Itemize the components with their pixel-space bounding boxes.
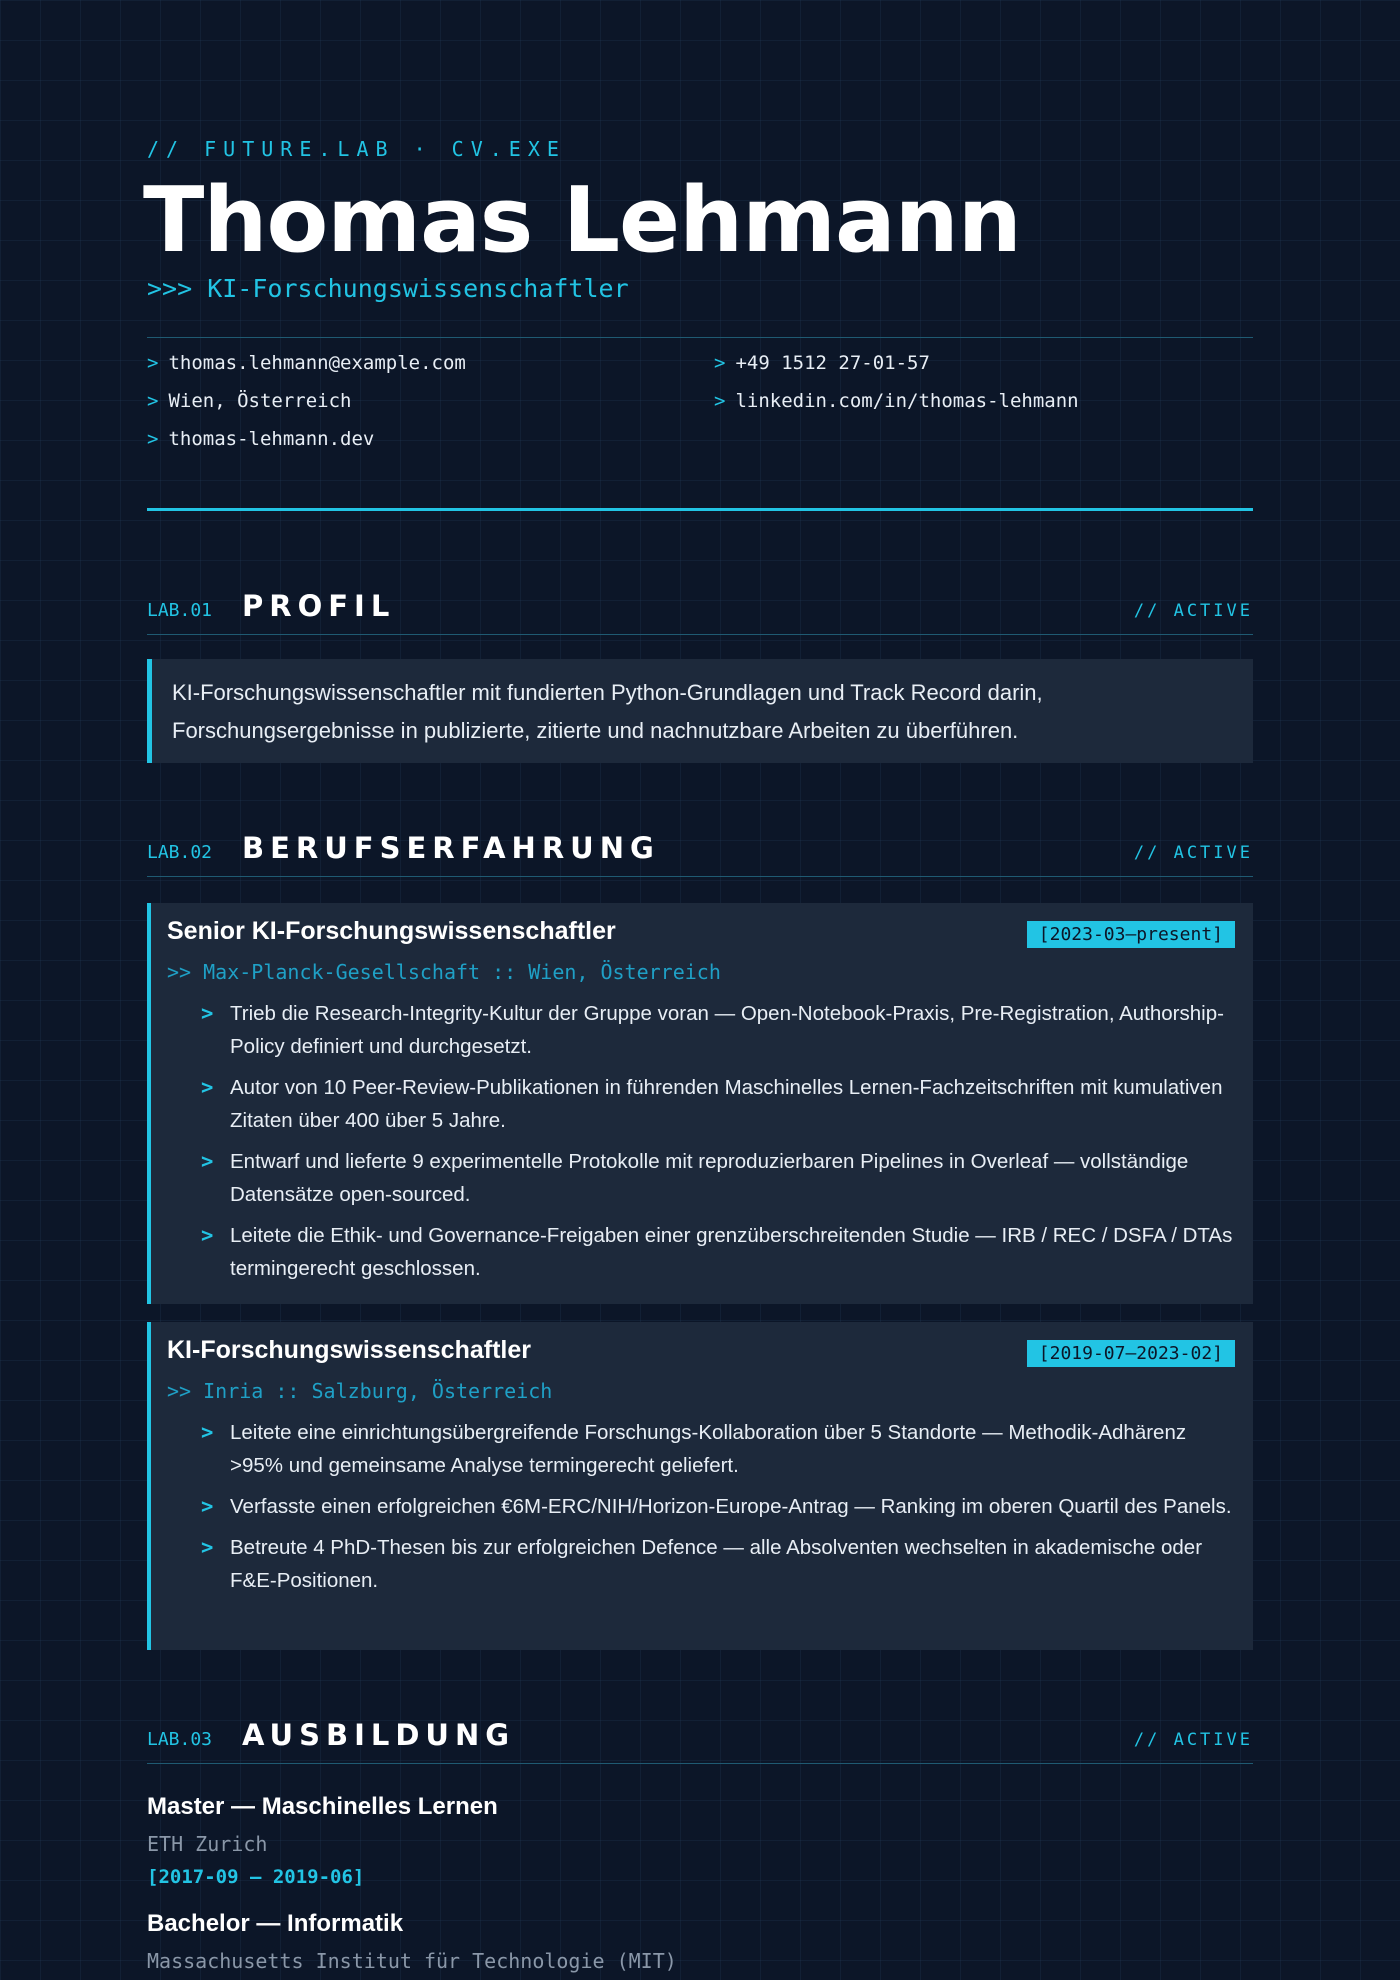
contact-linkedin-value: linkedin.com/in/thomas-lehmann bbox=[735, 390, 1079, 412]
job-entry bbox=[147, 1322, 1253, 1650]
section-title: BERUFSERFAHRUNG bbox=[242, 831, 660, 865]
achievement-text: Trieb die Research-Integrity-Kultur der Gruppe voran — Open-Notebook-Praxis, Pre-Registration, Authorship-Policy definiert und durchgesetzt. bbox=[230, 1002, 1224, 1058]
job-date-badge: [2023-03—present] bbox=[1027, 921, 1235, 948]
candidate-role: >>> KI-Forschungswissenschaftler bbox=[147, 274, 629, 303]
candidate-name: Thomas Lehmann bbox=[143, 168, 1021, 273]
section-title: AUSBILDUNG bbox=[242, 1718, 516, 1752]
job-title: Senior KI-Forschungswissenschaftler bbox=[167, 917, 616, 945]
section-number: LAB.02 bbox=[147, 842, 213, 863]
chevron-right-icon: > bbox=[201, 1420, 214, 1444]
chevron-right-icon: > bbox=[201, 1149, 214, 1173]
section-divider bbox=[147, 1763, 1253, 1764]
contact-phone-value: +49 1512 27-01-57 bbox=[735, 352, 930, 374]
education-school: Massachusetts Institut für Technologie (MIT) bbox=[147, 1949, 677, 1973]
tagline: // FUTURE.LAB · CV.EXE bbox=[147, 137, 566, 161]
section-divider bbox=[147, 876, 1253, 877]
achievement-text: Entwarf und lieferte 9 experimentelle Protokolle mit reproduzierbaren Pipelines in Overleaf — vollständige Datensätze open-sourced. bbox=[230, 1150, 1189, 1206]
job-organization: >> Inria :: Salzburg, Österreich bbox=[167, 1379, 553, 1403]
profile-text: KI-Forschungswissenschaftler mit fundierten Python-Grundlagen und Track Record darin, Forschungsergebnisse in publizierte, zitierte und nachnutzbare Arbeiten zu überführen. bbox=[172, 680, 1043, 743]
contact-website-value: thomas-lehmann.dev bbox=[168, 428, 375, 450]
job-achievements bbox=[201, 997, 1239, 1293]
section-header-education bbox=[147, 1718, 1253, 1764]
contact-email[interactable] bbox=[147, 352, 466, 374]
section-status: // ACTIVE bbox=[1133, 843, 1253, 863]
education-degree: Master — Maschinelles Lernen bbox=[147, 1793, 498, 1820]
section-status: // ACTIVE bbox=[1133, 1730, 1253, 1750]
prompt-icon: > bbox=[147, 352, 159, 374]
contact-location bbox=[147, 390, 351, 412]
section-divider bbox=[147, 634, 1253, 635]
header-accent-rule bbox=[147, 508, 1253, 511]
education-date: [2017-09 – 2019-06] bbox=[147, 1866, 365, 1888]
profile-summary bbox=[147, 659, 1253, 763]
section-number: LAB.03 bbox=[147, 1729, 213, 1750]
prompt-icon: > bbox=[147, 390, 159, 412]
chevron-right-icon: > bbox=[201, 1001, 214, 1025]
section-header-profile bbox=[147, 589, 1253, 635]
education-school: ETH Zurich bbox=[147, 1832, 268, 1856]
contact-phone[interactable] bbox=[714, 352, 930, 374]
contact-email-value: thomas.lehmann@example.com bbox=[168, 352, 466, 374]
achievement-item bbox=[201, 1145, 1239, 1211]
section-title: PROFIL bbox=[242, 589, 396, 623]
contact-website[interactable] bbox=[147, 428, 374, 450]
contact-location-value: Wien, Österreich bbox=[168, 390, 352, 412]
achievement-item bbox=[201, 1490, 1239, 1523]
chevron-right-icon: > bbox=[201, 1075, 214, 1099]
achievement-item bbox=[201, 1531, 1239, 1597]
achievement-item bbox=[201, 1416, 1239, 1482]
job-date-badge: [2019-07—2023-02] bbox=[1027, 1340, 1235, 1367]
achievement-text: Betreute 4 PhD-Thesen bis zur erfolgreichen Defence — alle Absolventen wechselten in akademische oder F&E-Positionen. bbox=[230, 1536, 1203, 1592]
achievement-item bbox=[201, 997, 1239, 1063]
prompt-icon: > bbox=[714, 390, 726, 412]
chevron-right-icon: > bbox=[201, 1494, 214, 1518]
education-degree: Bachelor — Informatik bbox=[147, 1910, 404, 1937]
section-header-experience bbox=[147, 831, 1253, 877]
chevron-right-icon: > bbox=[201, 1223, 214, 1247]
achievement-item bbox=[201, 1071, 1239, 1137]
achievement-text: Verfasste einen erfolgreichen €6M-ERC/NIH/Horizon-Europe-Antrag — Ranking im oberen Quartil des Panels. bbox=[230, 1495, 1232, 1518]
prompt-icon: > bbox=[714, 352, 726, 374]
achievement-text: Leitete eine einrichtungsübergreifende Forschungs-Kollaboration über 5 Standorte — Methodik-Adhärenz >95% und gemeinsame Analyse termingerecht geliefert. bbox=[230, 1421, 1187, 1477]
job-entry bbox=[147, 903, 1253, 1304]
job-organization: >> Max-Planck-Gesellschaft :: Wien, Österreich bbox=[167, 960, 721, 984]
section-status: // ACTIVE bbox=[1133, 601, 1253, 621]
header-divider bbox=[147, 337, 1253, 338]
section-number: LAB.01 bbox=[147, 600, 213, 621]
achievement-text: Leitete die Ethik- und Governance-Freigaben einer grenzüberschreitenden Studie — IRB / REC / DSFA / DTAs termingerecht geschlossen. bbox=[230, 1224, 1233, 1280]
achievement-item bbox=[201, 1219, 1239, 1285]
job-title: KI-Forschungswissenschaftler bbox=[167, 1336, 531, 1364]
achievement-text: Autor von 10 Peer-Review-Publikationen in führenden Maschinelles Lernen-Fachzeitschriften mit kumulativen Zitaten über 400 über 5 Jahre. bbox=[230, 1076, 1223, 1132]
contact-linkedin[interactable] bbox=[714, 390, 1079, 412]
chevron-right-icon: > bbox=[201, 1535, 214, 1559]
prompt-icon: > bbox=[147, 428, 159, 450]
job-achievements bbox=[201, 1416, 1239, 1605]
